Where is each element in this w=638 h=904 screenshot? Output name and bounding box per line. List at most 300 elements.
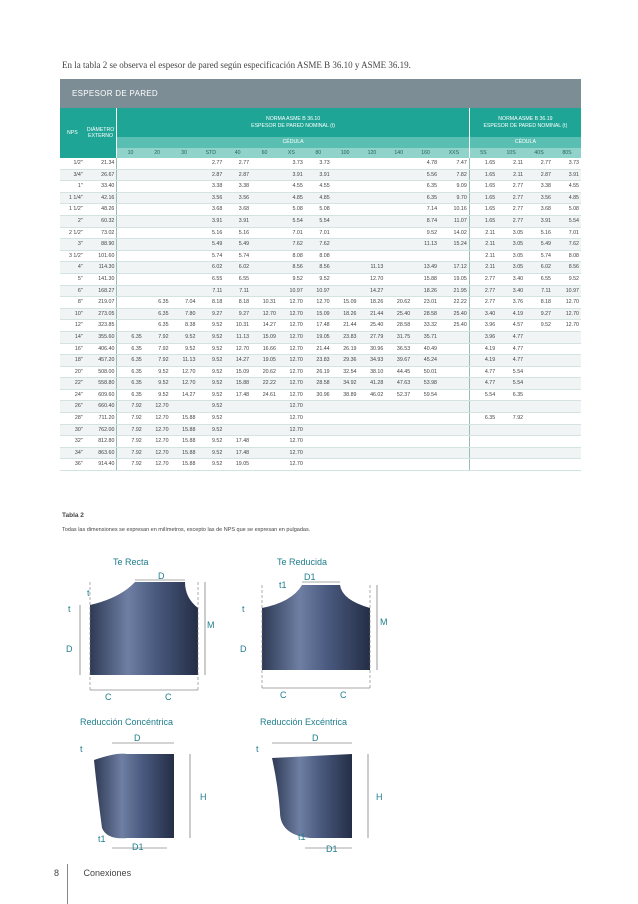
table-cell: 35.71 bbox=[412, 331, 439, 343]
table-cell: 24.61 bbox=[251, 389, 278, 401]
table-cell: 14.02 bbox=[439, 227, 469, 239]
table-cell: 73.02 bbox=[85, 227, 117, 239]
table-cell: 40.49 bbox=[412, 343, 439, 355]
table-cell bbox=[144, 273, 171, 285]
table-cell: 12.70 bbox=[278, 308, 305, 320]
table-cell bbox=[358, 413, 385, 425]
table-cell: 17.48 bbox=[305, 320, 332, 332]
table-cell bbox=[144, 227, 171, 239]
table-cell: 15.88 bbox=[171, 436, 198, 448]
table-cell: 6.35 bbox=[412, 181, 439, 193]
table-cell: 47.63 bbox=[385, 378, 412, 390]
table-cell: 7.92 bbox=[117, 447, 144, 459]
table-cell: 18" bbox=[60, 355, 85, 367]
table-cell: 12.70 bbox=[278, 413, 305, 425]
table-cell: 15.09 bbox=[251, 331, 278, 343]
table-cell: 34.92 bbox=[332, 378, 359, 390]
table-cell bbox=[117, 250, 144, 262]
table-cell: 2" bbox=[60, 215, 85, 227]
table-cell: 9.52 bbox=[197, 424, 224, 436]
table-cell bbox=[332, 401, 359, 413]
table-cell: 15.88 bbox=[412, 273, 439, 285]
table-cell: 12.70 bbox=[278, 378, 305, 390]
table-cell bbox=[385, 169, 412, 181]
table-cell: 7.80 bbox=[171, 308, 198, 320]
table-cell: 10.97 bbox=[305, 285, 332, 297]
table-cell bbox=[144, 215, 171, 227]
table-cell: 9.27 bbox=[525, 308, 553, 320]
table-cell: 3.40 bbox=[469, 308, 497, 320]
norma-36-10-header: NORMA ASME B 36.10 ESPESOR DE PARED NOMINAL (t) bbox=[117, 108, 469, 137]
table-cell: 5.16 bbox=[197, 227, 224, 239]
table-row bbox=[60, 343, 581, 355]
table-cell bbox=[251, 181, 278, 193]
table-cell: 38.10 bbox=[358, 366, 385, 378]
table-cell: 8.08 bbox=[553, 250, 581, 262]
table-cell: 12.70 bbox=[278, 343, 305, 355]
table-cell: 7.04 bbox=[171, 297, 198, 309]
table-cell: 9.52 bbox=[197, 366, 224, 378]
table-cell bbox=[332, 181, 359, 193]
table-cell: 3" bbox=[60, 239, 85, 251]
table-cell bbox=[332, 239, 359, 251]
table-cell: 12.70 bbox=[278, 389, 305, 401]
table-cell: 8.56 bbox=[305, 262, 332, 274]
table-cell bbox=[412, 401, 439, 413]
table-cell: 5.16 bbox=[525, 227, 553, 239]
table-cell bbox=[358, 250, 385, 262]
table-cell: 14.27 bbox=[224, 355, 251, 367]
table-cell: 33.40 bbox=[85, 181, 117, 193]
table-cell: 9.52 bbox=[197, 436, 224, 448]
table-cell: 13.49 bbox=[412, 262, 439, 274]
table-cell: 9.52 bbox=[197, 355, 224, 367]
table-cell bbox=[439, 331, 469, 343]
svg-text:t: t bbox=[242, 604, 245, 614]
red-concentrica-drawing bbox=[72, 730, 232, 860]
table-cell: 9.52 bbox=[197, 331, 224, 343]
table-cell bbox=[171, 250, 198, 262]
table-cell bbox=[117, 320, 144, 332]
table-cell: 6.35 bbox=[412, 192, 439, 204]
table-cell bbox=[117, 215, 144, 227]
table-row bbox=[60, 239, 581, 251]
table-cell: 17.48 bbox=[224, 447, 251, 459]
table-cell: 12.70 bbox=[278, 366, 305, 378]
table-cell: 609.60 bbox=[85, 389, 117, 401]
svg-text:C: C bbox=[340, 690, 347, 700]
table-cell: 2.87 bbox=[224, 169, 251, 181]
table-cell bbox=[553, 343, 581, 355]
table-cell: 7.11 bbox=[525, 285, 553, 297]
table-cell: 20.62 bbox=[385, 297, 412, 309]
red-excentrica-drawing bbox=[250, 730, 410, 860]
table-cell bbox=[251, 436, 278, 448]
table-row bbox=[60, 181, 581, 193]
cedula-header-1: CÉDULA bbox=[117, 137, 469, 148]
table-cell: 2.87 bbox=[525, 169, 553, 181]
table-cell: 3.68 bbox=[525, 204, 553, 216]
table-cell bbox=[439, 343, 469, 355]
table-cell: 9.70 bbox=[439, 192, 469, 204]
table-cell: 12.70 bbox=[278, 401, 305, 413]
table-cell bbox=[385, 436, 412, 448]
table-cell: 9.52 bbox=[197, 401, 224, 413]
table-cell: 41.28 bbox=[358, 378, 385, 390]
table-cell bbox=[439, 413, 469, 425]
table-cell: 2.11 bbox=[469, 262, 497, 274]
table-cell: 3.68 bbox=[224, 204, 251, 216]
schedule-col-header: 80S bbox=[553, 148, 581, 158]
table-cell: 5.08 bbox=[553, 204, 581, 216]
table-cell: 5.54 bbox=[497, 378, 525, 390]
table-cell: 4.77 bbox=[497, 355, 525, 367]
table-cell: 12.70 bbox=[358, 273, 385, 285]
table-cell bbox=[332, 169, 359, 181]
table-cell bbox=[439, 401, 469, 413]
table-cell bbox=[525, 343, 553, 355]
table-cell bbox=[251, 424, 278, 436]
table-cell bbox=[385, 447, 412, 459]
svg-text:H: H bbox=[376, 792, 383, 802]
table-cell bbox=[332, 262, 359, 274]
table-cell: 26.19 bbox=[332, 343, 359, 355]
table-cell: 7.92 bbox=[117, 459, 144, 471]
table-cell: 36" bbox=[60, 459, 85, 471]
table-cell bbox=[439, 447, 469, 459]
table-cell bbox=[553, 413, 581, 425]
table-cell: 3.38 bbox=[525, 181, 553, 193]
table-cell: 5.56 bbox=[412, 169, 439, 181]
table-cell: 53.98 bbox=[412, 378, 439, 390]
table-cell: 114.30 bbox=[85, 262, 117, 274]
table-cell: 9.52 bbox=[525, 320, 553, 332]
schedule-col-header: 40S bbox=[525, 148, 553, 158]
table-cell bbox=[117, 285, 144, 297]
table-row bbox=[60, 169, 581, 181]
table-cell: 8" bbox=[60, 297, 85, 309]
schedule-col-header: STD bbox=[197, 148, 224, 158]
table-cell: 11.07 bbox=[439, 215, 469, 227]
table-row bbox=[60, 366, 581, 378]
table-cell: 18.26 bbox=[332, 308, 359, 320]
intro-text: En la tabla 2 se observa el espesor de pared según especificación ASME B 36.10 y ASME 36.19. bbox=[62, 60, 411, 70]
table-cell: 8.56 bbox=[553, 262, 581, 274]
table-cell: 2.11 bbox=[469, 239, 497, 251]
table-cell: 12.70 bbox=[553, 320, 581, 332]
table-cell: 4.77 bbox=[469, 378, 497, 390]
table-cell: 2.77 bbox=[497, 192, 525, 204]
table-cell bbox=[117, 273, 144, 285]
table-cell bbox=[144, 262, 171, 274]
table-cell: 12.70 bbox=[278, 297, 305, 309]
table-cell: 2.77 bbox=[469, 273, 497, 285]
table-cell bbox=[553, 355, 581, 367]
table-cell: 12.70 bbox=[305, 297, 332, 309]
table-cell bbox=[358, 401, 385, 413]
thickness-grid bbox=[60, 108, 581, 471]
table-cell: 3.91 bbox=[224, 215, 251, 227]
table-cell bbox=[553, 378, 581, 390]
table-cell: 3.38 bbox=[197, 181, 224, 193]
table-cell bbox=[469, 424, 497, 436]
table-cell: 7.92 bbox=[117, 413, 144, 425]
table-cell: 3.91 bbox=[305, 169, 332, 181]
table-cell: 558.80 bbox=[85, 378, 117, 390]
table-cell bbox=[251, 447, 278, 459]
table-cell: 3.76 bbox=[497, 297, 525, 309]
table-cell: 5.16 bbox=[224, 227, 251, 239]
table-cell: 7.92 bbox=[144, 331, 171, 343]
table-cell: 219.07 bbox=[85, 297, 117, 309]
table-cell: 6.02 bbox=[197, 262, 224, 274]
table-cell: 14.27 bbox=[171, 389, 198, 401]
table-cell: 44.45 bbox=[385, 366, 412, 378]
svg-text:H: H bbox=[200, 792, 207, 802]
table-cell: 12.70 bbox=[278, 331, 305, 343]
table-cell: 17.12 bbox=[439, 262, 469, 274]
table-cell: 7.01 bbox=[305, 227, 332, 239]
table-cell bbox=[358, 169, 385, 181]
table-cell bbox=[117, 239, 144, 251]
table-cell bbox=[385, 227, 412, 239]
table-cell: 7.62 bbox=[278, 239, 305, 251]
table-cell bbox=[358, 158, 385, 169]
table-cell: 3.91 bbox=[525, 215, 553, 227]
table-cell: 88.90 bbox=[85, 239, 117, 251]
table-cell: 9.52 bbox=[171, 343, 198, 355]
table-cell: 6.02 bbox=[525, 262, 553, 274]
table-cell bbox=[385, 204, 412, 216]
table-row bbox=[60, 459, 581, 471]
table-cell bbox=[553, 331, 581, 343]
table-cell: 25.40 bbox=[385, 308, 412, 320]
table-cell bbox=[251, 204, 278, 216]
table-cell: 4.85 bbox=[305, 192, 332, 204]
table-cell bbox=[224, 413, 251, 425]
svg-text:D: D bbox=[312, 733, 319, 743]
schedule-col-header: 160 bbox=[412, 148, 439, 158]
table-cell bbox=[385, 413, 412, 425]
table-cell: 15.24 bbox=[439, 239, 469, 251]
te-recta-D-top: D bbox=[158, 571, 165, 581]
table-cell: 12" bbox=[60, 320, 85, 332]
table-cell: 25.40 bbox=[439, 320, 469, 332]
table-row bbox=[60, 273, 581, 285]
table-cell: 762.00 bbox=[85, 424, 117, 436]
red-excentrica-title: Reducción Excéntrica bbox=[260, 717, 348, 727]
table-cell: 5.74 bbox=[525, 250, 553, 262]
table-cell: 6.35 bbox=[117, 366, 144, 378]
table-cell: 9.52 bbox=[553, 273, 581, 285]
table-cell: 2.77 bbox=[197, 158, 224, 169]
wall-thickness-table bbox=[60, 79, 581, 471]
table-cell: 28.58 bbox=[412, 308, 439, 320]
svg-text:C: C bbox=[280, 690, 287, 700]
table-cell: 7.14 bbox=[412, 204, 439, 216]
table-cell: 9.52 bbox=[412, 227, 439, 239]
table-cell bbox=[412, 447, 439, 459]
table-cell: 6.55 bbox=[224, 273, 251, 285]
table-cell: 19.05 bbox=[251, 355, 278, 367]
table-cell: 29.36 bbox=[332, 355, 359, 367]
table-cell: 17.48 bbox=[224, 389, 251, 401]
table-cell bbox=[332, 250, 359, 262]
table-cell bbox=[525, 447, 553, 459]
table-cell: 19.05 bbox=[305, 331, 332, 343]
table-cell: 21.44 bbox=[305, 343, 332, 355]
table-cell: 8.18 bbox=[224, 297, 251, 309]
table-cell: 46.02 bbox=[358, 389, 385, 401]
table-cell bbox=[171, 192, 198, 204]
table-cell: 9.52 bbox=[144, 389, 171, 401]
table-cell: 34.93 bbox=[358, 355, 385, 367]
table-cell: 11.13 bbox=[171, 355, 198, 367]
table-cell bbox=[251, 169, 278, 181]
table-cell: 2.77 bbox=[469, 297, 497, 309]
table-cell: 4.19 bbox=[497, 308, 525, 320]
table-cell: 4.19 bbox=[469, 343, 497, 355]
table-cell bbox=[439, 459, 469, 471]
table-cell: 2.11 bbox=[497, 169, 525, 181]
table-cell bbox=[144, 181, 171, 193]
table-cell: 6" bbox=[60, 285, 85, 297]
table-cell bbox=[358, 204, 385, 216]
table-cell: 4.55 bbox=[305, 181, 332, 193]
table-cell: 7.92 bbox=[144, 343, 171, 355]
table-cell: 2.11 bbox=[497, 158, 525, 169]
table-row bbox=[60, 413, 581, 425]
table-cell bbox=[525, 424, 553, 436]
table-cell bbox=[305, 459, 332, 471]
table-cell: 42.16 bbox=[85, 192, 117, 204]
table-row bbox=[60, 389, 581, 401]
table-cell: 5.49 bbox=[525, 239, 553, 251]
te-recta-drawing bbox=[60, 570, 230, 710]
table-cell bbox=[171, 215, 198, 227]
table-cell: 28.58 bbox=[305, 378, 332, 390]
table-cell bbox=[144, 239, 171, 251]
table-cell: 12.70 bbox=[553, 297, 581, 309]
table-cell bbox=[385, 250, 412, 262]
schedule-col-header: 30 bbox=[171, 148, 198, 158]
table-cell bbox=[117, 227, 144, 239]
table-cell: 10.31 bbox=[224, 320, 251, 332]
table-cell: 8.74 bbox=[412, 215, 439, 227]
table-cell bbox=[412, 436, 439, 448]
table-cell: 12.70 bbox=[144, 401, 171, 413]
table-cell: 12.70 bbox=[144, 459, 171, 471]
table-cell bbox=[358, 239, 385, 251]
table-cell: 32" bbox=[60, 436, 85, 448]
schedule-col-header: XXS bbox=[439, 148, 469, 158]
schedule-col-header: 40 bbox=[224, 148, 251, 158]
table-cell bbox=[332, 413, 359, 425]
schedule-col-header: 20 bbox=[144, 148, 171, 158]
table-cell: 50.01 bbox=[412, 366, 439, 378]
table-cell: 3.05 bbox=[497, 227, 525, 239]
table-cell: 6.35 bbox=[144, 297, 171, 309]
table-cell: 6.35 bbox=[117, 355, 144, 367]
table-cell: 12.70 bbox=[171, 378, 198, 390]
table-cell bbox=[332, 204, 359, 216]
table-row bbox=[60, 262, 581, 274]
table-cell: 5.74 bbox=[224, 250, 251, 262]
table-cell bbox=[385, 239, 412, 251]
table-cell bbox=[469, 401, 497, 413]
table-cell bbox=[332, 436, 359, 448]
table-cell: 20.62 bbox=[251, 366, 278, 378]
table-cell: 6.35 bbox=[144, 320, 171, 332]
table-cell bbox=[385, 273, 412, 285]
table-cell: 9.52 bbox=[197, 378, 224, 390]
table-cell: 15.09 bbox=[332, 297, 359, 309]
table-cell: 7.92 bbox=[117, 401, 144, 413]
footer bbox=[54, 868, 131, 878]
table-cell bbox=[251, 273, 278, 285]
table-row bbox=[60, 331, 581, 343]
table-cell: 45.24 bbox=[412, 355, 439, 367]
table-cell bbox=[144, 204, 171, 216]
table-row bbox=[60, 215, 581, 227]
table-cell bbox=[224, 424, 251, 436]
table-cell: 22.22 bbox=[439, 297, 469, 309]
norma-36-19-header: NORMA ASME B 36.19 ESPESOR DE PARED NOMINAL (t) bbox=[469, 108, 581, 137]
table-cell: 4.55 bbox=[278, 181, 305, 193]
table-cell: 10.97 bbox=[278, 285, 305, 297]
table-cell bbox=[358, 215, 385, 227]
table-cell: 8.08 bbox=[278, 250, 305, 262]
table-cell: 508.00 bbox=[85, 366, 117, 378]
schedule-col-header: 5S bbox=[469, 148, 497, 158]
table-cell bbox=[525, 355, 553, 367]
table-cell: 3.96 bbox=[469, 331, 497, 343]
table-cell: 9.09 bbox=[439, 181, 469, 193]
table-cell bbox=[332, 227, 359, 239]
table-cell: 26" bbox=[60, 401, 85, 413]
table-cell: 21.34 bbox=[85, 158, 117, 169]
table-cell: 4.19 bbox=[469, 355, 497, 367]
schedule-row bbox=[60, 148, 581, 158]
cedula-header-2: CÉDULA bbox=[469, 137, 581, 148]
svg-text:t: t bbox=[87, 588, 90, 598]
table-cell: 21.44 bbox=[358, 308, 385, 320]
table-cell bbox=[412, 413, 439, 425]
page-number: 8 bbox=[54, 868, 60, 878]
table-cell: 3.96 bbox=[469, 320, 497, 332]
schedule-col-header: 120 bbox=[358, 148, 385, 158]
table-cell: 323.85 bbox=[85, 320, 117, 332]
table-cell bbox=[332, 459, 359, 471]
table-cell: 36.53 bbox=[385, 343, 412, 355]
table-cell bbox=[497, 424, 525, 436]
table-cell: 24" bbox=[60, 389, 85, 401]
schedule-col-header: 140 bbox=[385, 148, 412, 158]
table-cell bbox=[251, 239, 278, 251]
table-cell: 4" bbox=[60, 262, 85, 274]
table-cell: 7.62 bbox=[553, 239, 581, 251]
table-cell: 660.40 bbox=[85, 401, 117, 413]
table-cell bbox=[332, 192, 359, 204]
table-cell: 9.27 bbox=[224, 308, 251, 320]
table-cell: 6.35 bbox=[117, 331, 144, 343]
table-cell bbox=[117, 297, 144, 309]
table-cell: 7.47 bbox=[439, 158, 469, 169]
table-cell: 15.09 bbox=[305, 308, 332, 320]
table-cell: 34" bbox=[60, 447, 85, 459]
table-cell: 914.40 bbox=[85, 459, 117, 471]
table-cell: 9.52 bbox=[171, 331, 198, 343]
